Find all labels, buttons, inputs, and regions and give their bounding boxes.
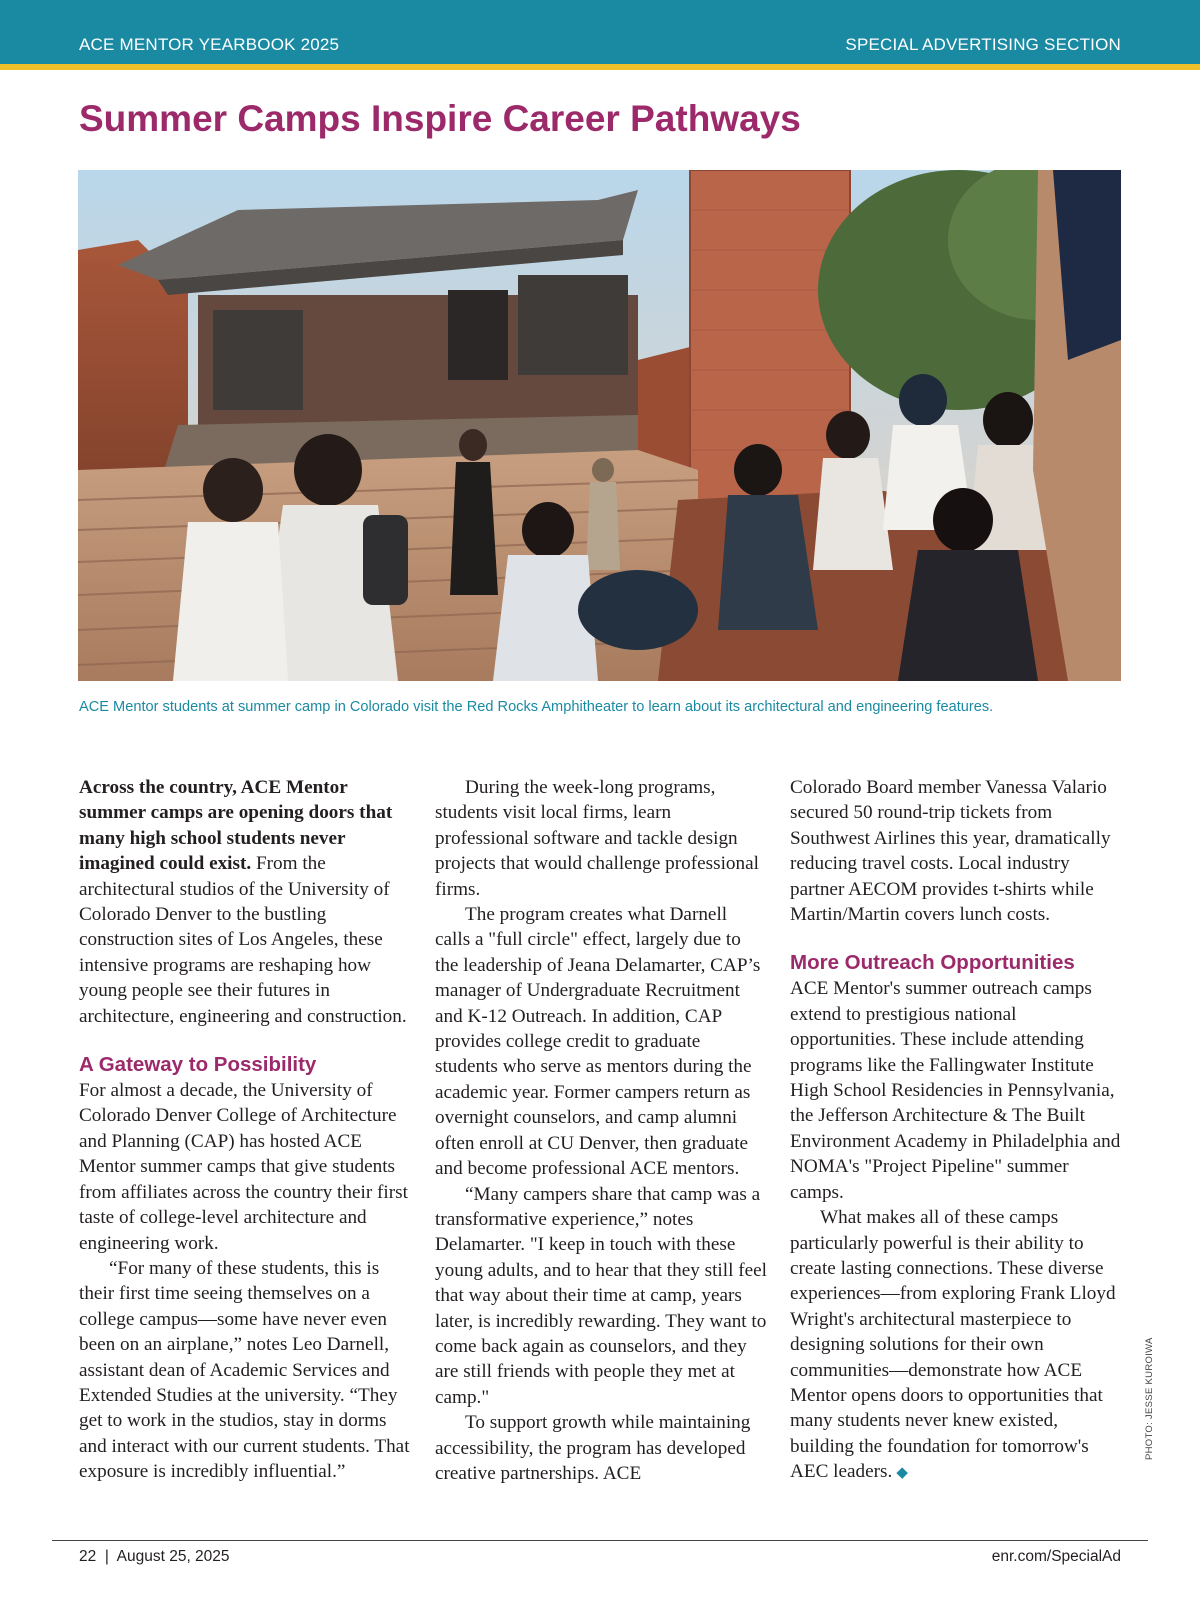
page-number-date: 22 | August 25, 2025: [79, 1548, 230, 1565]
lead-paragraph: [79, 775, 411, 1029]
header-rule: [0, 64, 1200, 70]
footer-rule: [52, 1540, 1148, 1541]
body-paragraph: For almost a decade, the University of Colorado Denver College of Architecture and Planning (CAP) has hosted ACE Mentor summer camps that give students from affiliates across the country their first taste of college-level architecture and engineering work.: [79, 1080, 408, 1254]
photo-credit: PHOTO: JESSE KUROIWA: [1144, 1337, 1155, 1460]
body-paragraph: ACE Mentor's summer outreach camps extend to prestigious national opportunities. These include attending programs like the Fallingwater Institute High School Residencies in Pennsylvania, the Jefferson Architecture & The Built Environment Academy in Philadelphia and NOMA's "Project Pipeline" summer camps.: [790, 978, 1121, 1203]
footer-url: enr.com/SpecialAd: [991, 1548, 1121, 1565]
article-photo: [78, 170, 1121, 681]
column-2: [435, 775, 767, 1486]
lead-text: From the architectural studios of the University of Colorado Denver to the bustling construction sites of Los Angeles, these intensive programs are reshaping how young people see their futures in architecture, engineering and construction.: [79, 853, 407, 1027]
subhead-gateway: A Gateway to Possibility: [79, 1053, 317, 1077]
end-mark-icon: ◆: [896, 1465, 908, 1482]
subhead-outreach: More Outreach Opportunities: [790, 951, 1075, 975]
photo-caption: ACE Mentor students at summer camp in Colorado visit the Red Rocks Amphitheater to learn about its architectural and engineering features.: [79, 699, 994, 715]
body-paragraph: During the week-long programs, students visit local firms, learn professional software and tackle design projects that would challenge professional firms.: [435, 777, 759, 900]
closing-paragraph: [790, 1205, 1122, 1486]
header-bar: [0, 0, 1200, 64]
body-paragraph: “Many campers share that camp was a transformative experience,” notes Delamarter. "I keep in touch with these young adults, and to hear that they still feel that way about their time at camp, years later, is incredibly rewarding. They want to come back again as counselors, and they are still friends with people they met at camp.": [435, 1183, 767, 1408]
body-paragraph: To support growth while maintaining accessibility, the program has developed creative partnerships. ACE: [435, 1412, 751, 1484]
closing-text: What makes all of these camps particularly powerful is their ability to create lasting connections. These diverse experiences—from exploring Frank Lloyd Wright's architectural masterpiece to designing solutions for their own communities—demonstrate how ACE Mentor opens doors to opportunities that many students never knew existed, building the foundation for tomorrow's AEC leaders.: [790, 1207, 1116, 1483]
column-1: [79, 775, 411, 1485]
article-title: Summer Camps Inspire Career Pathways: [79, 98, 801, 139]
section-label: SPECIAL ADVERTISING SECTION: [845, 35, 1121, 54]
column-3: [790, 775, 1122, 1487]
body-paragraph: Colorado Board member Vanessa Valario secured 50 round-trip tickets from Southwest Airlines this year, dramatically reducing travel costs. Local industry partner AECOM provides t-shirts while Martin/Martin covers lunch costs.: [790, 777, 1111, 926]
body-paragraph: “For many of these students, this is their first time seeing themselves on a college campus—some have never even been on an airplane,” notes Leo Darnell, assistant dean of Academic Services and Extended Studies at the university. “They get to work in the studios, stay in dorms and interact with our current students. That exposure is incredibly influential.”: [79, 1257, 410, 1483]
publication-title: ACE MENTOR YEARBOOK 2025: [79, 35, 340, 54]
body-paragraph: The program creates what Darnell calls a "full circle" effect, largely due to the leadership of Jeana Delamarter, CAP’s manager of Undergraduate Recruitment and K-12 Outreach. In addition, CAP provides college credit to graduate students who serve as mentors during the academic year. Former campers return as overnight counselors, and camp alumni often enroll at CU Denver, then graduate and become professional ACE mentors.: [435, 904, 761, 1180]
lead-bold-text: Across the country, ACE Mentor summer camps are opening doors that many high school students never imagined could exist.: [79, 777, 393, 875]
